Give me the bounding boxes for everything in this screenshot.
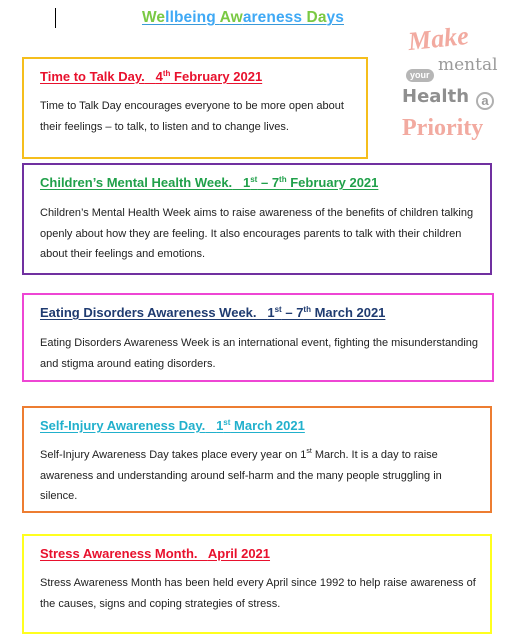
mental-health-priority-logo — [398, 20, 498, 148]
event-card-stress-awareness — [22, 534, 492, 634]
date-suffix: st — [223, 418, 231, 427]
title-part: ys — [326, 9, 344, 26]
event-title: Time to Talk Day. — [40, 69, 145, 84]
event-card-eating-disorders — [22, 293, 494, 382]
event-description: Stress Awareness Month has been held every April since 1992 to help raise awareness of the causes, signs and coping strategies of stress. — [40, 577, 476, 610]
event-date-rest: March 2021 — [230, 418, 305, 433]
date-suffix: st — [306, 448, 312, 455]
date-suffix: st — [274, 305, 282, 314]
event-date-rest: March 2021 — [310, 305, 386, 320]
title-part: We — [141, 9, 166, 26]
event-title: Children’s Mental Health Week. — [40, 175, 233, 190]
title-part: Da — [306, 9, 327, 26]
event-date-range: – 7 — [281, 305, 304, 320]
event-heading — [40, 418, 305, 433]
event-heading — [40, 305, 385, 320]
logo-word-your: your — [406, 69, 434, 82]
event-date: April 2021 — [207, 546, 271, 561]
date-suffix: st — [250, 175, 258, 184]
date-suffix: th — [303, 305, 311, 314]
title-part: areness — [242, 9, 307, 26]
event-card-childrens-mental-health — [22, 163, 492, 275]
event-description — [40, 445, 476, 507]
event-date: 4 — [155, 69, 163, 84]
logo-word-priority: Priority — [402, 115, 484, 141]
event-description: Time to Talk Day encourages everyone to be more open about their feelings – to talk, to listen and to change lives. — [40, 100, 344, 133]
logo-word-a: a — [476, 92, 494, 110]
title-part: Aw — [219, 9, 243, 26]
event-description: Eating Disorders Awareness Week is an international event, fighting the misunderstanding and stigma around eating disorders. — [40, 337, 479, 370]
event-date-rest: February 2021 — [286, 175, 379, 190]
event-card-self-injury — [22, 406, 492, 513]
description-text: Self-Injury Awareness Day takes place every year on 1 — [40, 449, 307, 461]
logo-word-make: Make — [406, 20, 470, 57]
event-card-time-to-talk — [22, 57, 368, 159]
event-date: 1 — [216, 418, 224, 433]
event-title: Self-Injury Awareness Day. — [40, 418, 206, 433]
description-text: March. It is a day to raise awareness and understanding around self-harm and the many people struggling in silence. — [40, 449, 442, 502]
logo-word-mental: mental — [438, 55, 498, 75]
event-heading — [40, 69, 262, 84]
date-suffix: th — [279, 175, 287, 184]
event-date-rest: February 2021 — [170, 69, 263, 84]
event-date: 1 — [243, 175, 251, 190]
event-date: 1 — [267, 305, 275, 320]
title-part: llbeing — [165, 9, 220, 26]
event-title: Eating Disorders Awareness Week. — [40, 305, 257, 320]
logo-word-health: Health — [402, 86, 470, 107]
event-heading — [40, 175, 378, 190]
event-date-range: – 7 — [257, 175, 280, 190]
event-title: Stress Awareness Month. — [40, 546, 198, 561]
date-suffix: th — [162, 69, 171, 78]
event-description: Children’s Mental Health Week aims to raise awareness of the benefits of children talking openly about how they are feeling. It also encourages parents to talk with their children about their feelings and emotions. — [40, 207, 474, 260]
event-heading — [40, 546, 270, 561]
